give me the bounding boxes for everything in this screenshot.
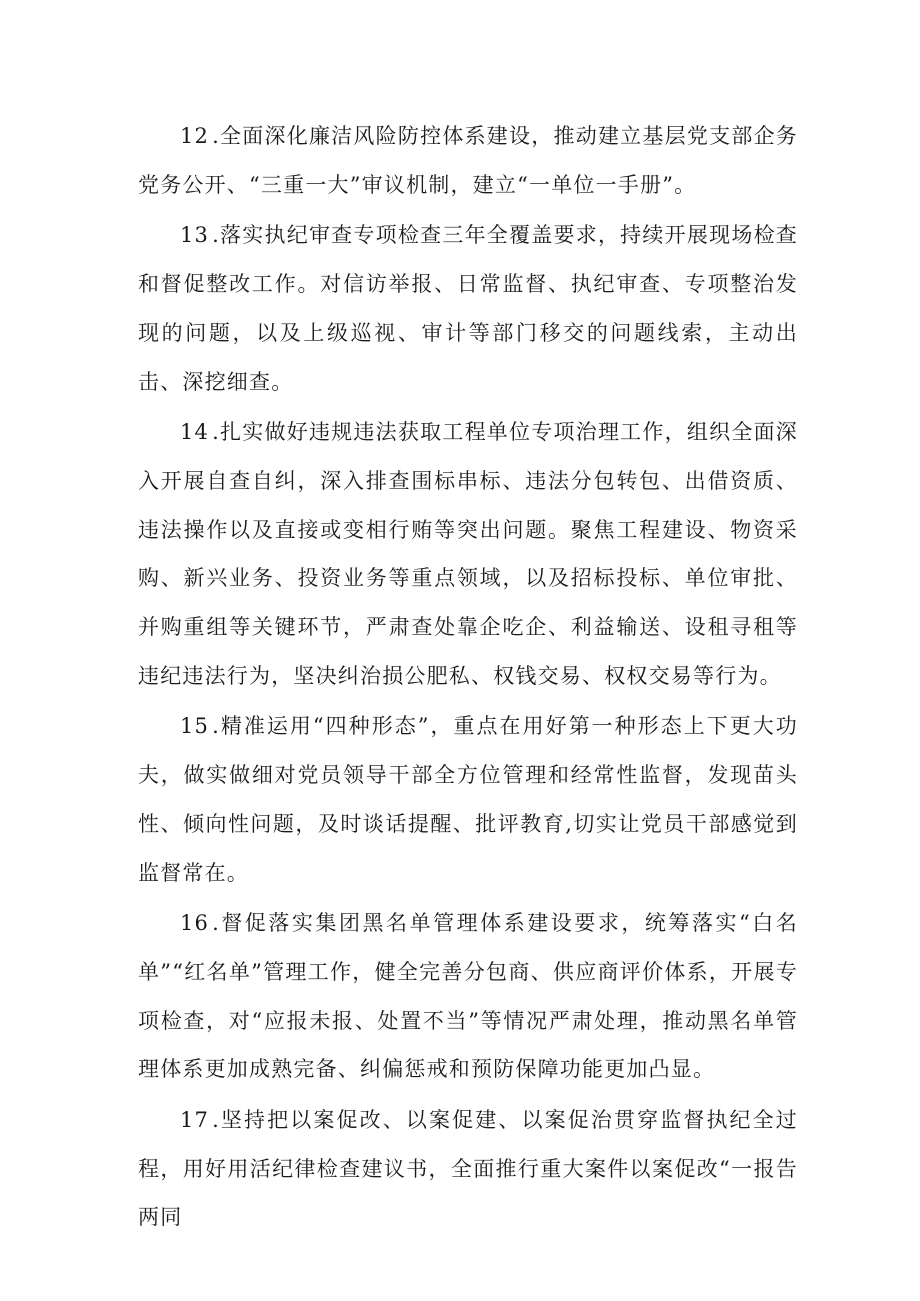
paragraph-number: 12 bbox=[180, 124, 210, 148]
paragraph-number: 17 bbox=[180, 1108, 210, 1133]
paragraph-text: .精准运用“四种形态”，重点在用好第一种形态上下更大功夫，做实做细对党员领导干部全方位管理和经常性监督，发现苗头性、倾向性问题，及时谈话提醒、批评教育,切实让党员干部感觉到监督常在。 bbox=[138, 714, 798, 885]
document-body bbox=[138, 112, 798, 1244]
paragraph-text: .全面深化廉洁风险防控体系建设，推动建立基层党支部企务党务公开、“三重一大”审议机制，建立“一单位一手册”。 bbox=[138, 124, 798, 197]
paragraph-number: 13 bbox=[180, 223, 210, 248]
paragraph-17 bbox=[138, 1096, 798, 1242]
paragraph-16 bbox=[138, 899, 798, 1094]
paragraph-number: 14 bbox=[180, 420, 210, 445]
paragraph-14 bbox=[138, 408, 798, 700]
paragraph-text: .坚持把以案促改、以案促建、以案促治贯穿监督执纪全过程，用好用活纪律检查建议书，全面推行重大案件以案促改“一报告两同 bbox=[138, 1108, 798, 1230]
paragraph-number: 15 bbox=[180, 714, 210, 739]
paragraph-13 bbox=[138, 211, 798, 406]
paragraph-12 bbox=[138, 112, 798, 209]
paragraph-text: .落实执纪审查专项检查三年全覆盖要求，持续开展现场检查和督促整改工作。对信访举报、日常监督、执纪审查、专项整治发现的问题，以及上级巡视、审计等部门移交的问题线索，主动出击、深挖细查。 bbox=[138, 223, 798, 394]
paragraph-15 bbox=[138, 702, 798, 897]
paragraph-text: .督促落实集团黑名单管理体系建设要求，统筹落实“白名单”“红名单”管理工作，健全完善分包商、供应商评价体系，开展专项检查，对“应报未报、处置不当”等情况严肃处理，推动黑名单管理体系更加成熟完备、纠偏惩戒和预防保障功能更加凸显。 bbox=[138, 911, 798, 1082]
paragraph-text: .扎实做好违规违法获取工程单位专项治理工作，组织全面深入开展自查自纠，深入排查围标串标、违法分包转包、出借资质、违法操作以及直接或变相行贿等突出问题。聚焦工程建设、物资采购、新兴业务、投资业务等重点领域，以及招标投标、单位审批、并购重组等关键环节，严肃查处靠企吃企、利益输送、设租寻租等违纪违法行为，坚决纠治损公肥私、权钱交易、权权交易等行为。 bbox=[138, 420, 798, 688]
paragraph-number: 16 bbox=[180, 911, 210, 936]
